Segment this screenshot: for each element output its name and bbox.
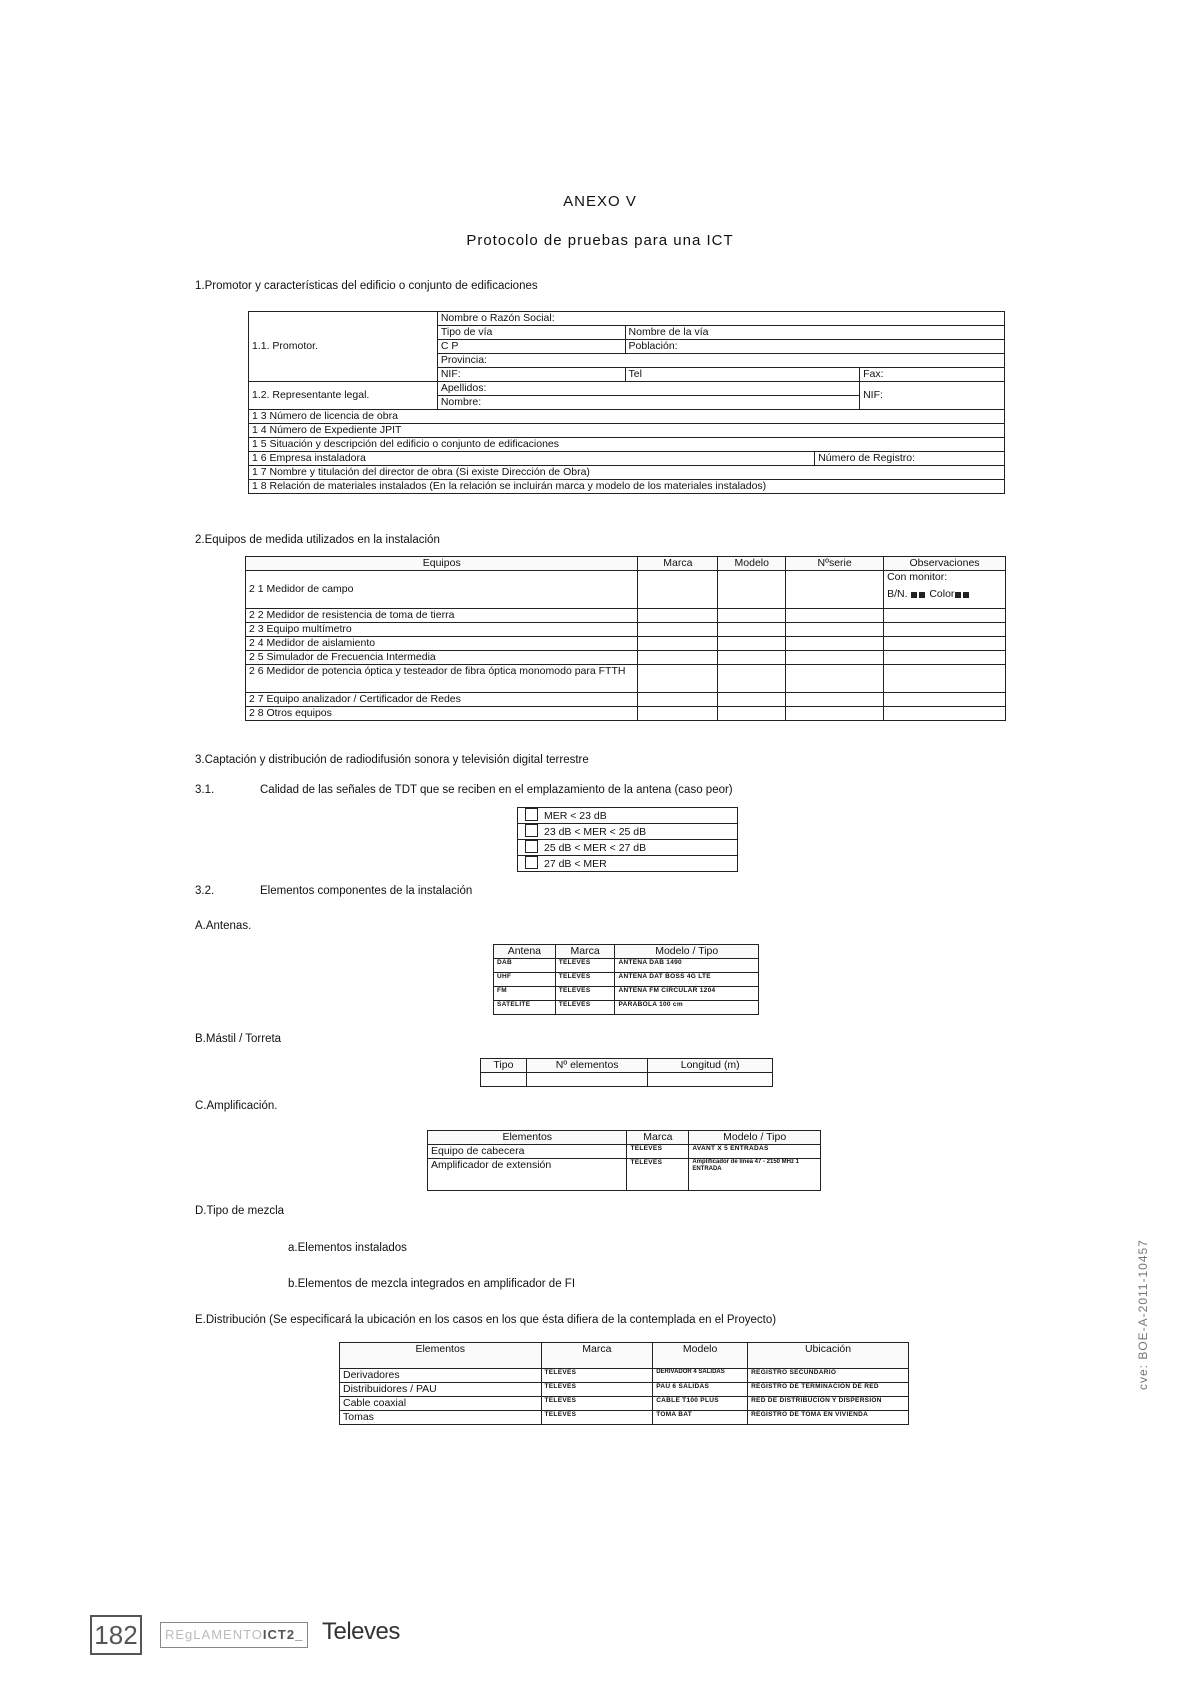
bn-checkbox-2[interactable]: [919, 592, 925, 598]
tel-field: Tel: [625, 368, 860, 382]
section-3-1-number: 3.1.: [195, 784, 215, 796]
antenas-heading: A.Antenas.: [195, 920, 252, 932]
nombre-via-field: Nombre de la vía: [625, 326, 1004, 340]
materiales-row: 1 8 Relación de materiales instalados (En la relación se incluirán marca y modelo de los materiales instalados): [249, 480, 1005, 494]
mer-checkbox[interactable]: [525, 824, 538, 837]
equipo-row: 2 1 Medidor de campo: [246, 571, 638, 609]
expediente-row: 1 4 Número de Expediente JPIT: [249, 424, 1005, 438]
section-2-heading: 2.Equipos de medida utilizados en la instalación: [195, 534, 440, 546]
cp-field: C P: [437, 340, 625, 354]
section-3-2-number: 3.2.: [195, 885, 215, 897]
promotor-table: [248, 311, 1005, 494]
dist-element: Cable coaxial: [340, 1397, 542, 1411]
equipo-row: 2 6 Medidor de potencia óptica y testeador de fibra óptica monomodo para FTTH: [246, 665, 638, 693]
color-label: Color: [929, 588, 955, 600]
mer-option-label: 27 dB < MER: [544, 858, 607, 870]
section-3-1-text: Calidad de las señales de TDT que se reciben en el emplazamiento de la antena (caso peor): [260, 784, 733, 796]
distribucion-table: [339, 1342, 909, 1425]
equipos-table: [245, 556, 1006, 721]
antena-brand: TELEVES: [555, 987, 615, 1001]
dist-location: REGISTRO DE TOMA EN VIVIENDA: [748, 1411, 909, 1425]
mastil-table: [480, 1058, 773, 1087]
licencia-row: 1 3 Número de licencia de obra: [249, 410, 1005, 424]
brand-bold: ICT2_: [262, 1627, 304, 1642]
header-ubicacion: Ubicación: [748, 1343, 909, 1369]
amp-model: Amplificador de línea 47 - 2150 MHz 1 ENTRADA: [689, 1159, 821, 1191]
antena-brand: TELEVES: [555, 1001, 615, 1015]
rep-nif-field: NIF:: [860, 382, 1005, 410]
mezcla-heading: D.Tipo de mezcla: [195, 1205, 285, 1217]
dist-brand: TELEVES: [541, 1369, 653, 1383]
equipo-row: 2 2 Medidor de resistencia de toma de tierra: [246, 609, 638, 623]
dist-element: Distribuidores / PAU: [340, 1383, 542, 1397]
mer-table: [517, 807, 738, 872]
header-elementos: Elementos: [340, 1343, 542, 1369]
provincia-field: Provincia:: [437, 354, 1004, 368]
mer-checkbox[interactable]: [525, 808, 538, 821]
header-elementos: Elementos: [428, 1131, 627, 1145]
section-3-heading: 3.Captación y distribución de radiodifusión sonora y televisión digital terrestre: [195, 754, 589, 766]
dist-model: CABLE T100 PLUS: [653, 1397, 748, 1411]
antena-brand: TELEVES: [555, 959, 615, 973]
antena-model: ANTENA FM CIRCULAR 1204: [615, 987, 759, 1001]
representante-label: 1.2. Representante legal.: [249, 382, 438, 410]
dist-model: DERIVADOR 4 SALIDAS: [653, 1369, 748, 1383]
mastil-heading: B.Mástil / Torreta: [195, 1033, 282, 1045]
amplificacion-table: [427, 1130, 821, 1191]
dist-location: REGISTRO DE TERMINACION DE RED: [748, 1383, 909, 1397]
observaciones-cell: [884, 571, 1006, 609]
nif-field: NIF:: [437, 368, 625, 382]
header-n-elementos: Nº elementos: [526, 1059, 648, 1073]
header-longitud: Longitud (m): [648, 1059, 773, 1073]
mer-option-label: 23 dB < MER < 25 dB: [544, 826, 647, 838]
dist-element: Tomas: [340, 1411, 542, 1425]
mer-checkbox[interactable]: [525, 840, 538, 853]
antenas-table: [493, 944, 759, 1015]
header-antena: Antena: [494, 945, 556, 959]
empresa-row: 1 6 Empresa instaladora: [249, 452, 815, 466]
mezcla-b: b.Elementos de mezcla integrados en amplificador de FI: [288, 1278, 576, 1290]
header-observaciones: Observaciones: [884, 557, 1006, 571]
equipo-row: 2 4 Medidor de aislamiento: [246, 637, 638, 651]
situacion-row: 1 5 Situación y descripción del edificio o conjunto de edificaciones: [249, 438, 1005, 452]
color-checkbox[interactable]: [955, 592, 961, 598]
amplificacion-heading: C.Amplificación.: [195, 1100, 278, 1112]
header-marca: Marca: [541, 1343, 653, 1369]
antena-model: ANTENA DAB 1490: [615, 959, 759, 973]
annex-title: ANEXO V: [563, 193, 637, 210]
dist-model: TOMA BAT: [653, 1411, 748, 1425]
header-marca: Marca: [555, 945, 615, 959]
antena-type: UHF: [494, 973, 556, 987]
header-nserie: Nºserie: [786, 557, 884, 571]
bn-checkbox[interactable]: [911, 592, 917, 598]
mer-checkbox[interactable]: [525, 856, 538, 869]
antena-type: DAB: [494, 959, 556, 973]
amp-element: Amplificador de extensión: [428, 1159, 627, 1191]
tipo-via-field: Tipo de vía: [437, 326, 625, 340]
header-modelo: Modelo / Tipo: [615, 945, 759, 959]
dist-location: REGISTRO SECUNDARIO: [748, 1369, 909, 1383]
color-checkbox-2[interactable]: [963, 592, 969, 598]
antena-type: FM: [494, 987, 556, 1001]
antena-type: SATELITE: [494, 1001, 556, 1015]
mezcla-a: a.Elementos instalados: [288, 1242, 407, 1254]
mer-option-label: 25 dB < MER < 27 dB: [544, 842, 647, 854]
header-modelo: Modelo: [718, 557, 786, 571]
header-tipo: Tipo: [481, 1059, 527, 1073]
promotor-label: 1.1. Promotor.: [249, 312, 438, 382]
document-subtitle: Protocolo de pruebas para una ICT: [466, 232, 734, 249]
mer-option-label: MER < 23 dB: [544, 810, 607, 822]
page-number: 182: [90, 1615, 142, 1655]
antena-model: PARABOLA 100 cm: [615, 1001, 759, 1015]
amp-brand: TELEVES: [627, 1159, 689, 1191]
equipo-row: 2 7 Equipo analizador / Certificador de Redes: [246, 693, 638, 707]
dist-model: PAU 6 SALIDAS: [653, 1383, 748, 1397]
section-1-heading: 1.Promotor y características del edificio o conjunto de edificaciones: [195, 280, 538, 292]
equipo-row: 2 5 Simulador de Frecuencia Intermedia: [246, 651, 638, 665]
antena-model: ANTENA DAT BOSS 4G LTE: [615, 973, 759, 987]
section-3-2-text: Elementos componentes de la instalación: [260, 885, 473, 897]
amp-element: Equipo de cabecera: [428, 1145, 627, 1159]
dist-brand: TELEVES: [541, 1411, 653, 1425]
equipo-row: 2 3 Equipo multímetro: [246, 623, 638, 637]
header-marca: Marca: [638, 557, 718, 571]
header-equipos: Equipos: [246, 557, 638, 571]
nombre-field: Nombre o Razón Social:: [437, 312, 1004, 326]
reglamento-badge: [160, 1622, 308, 1648]
dist-brand: TELEVES: [541, 1383, 653, 1397]
header-modelo: Modelo: [653, 1343, 748, 1369]
televes-logo: Televes: [322, 1618, 400, 1645]
dist-element: Derivadores: [340, 1369, 542, 1383]
fax-field: Fax:: [860, 368, 1005, 382]
brand-prefix: REgLAMENTO: [165, 1627, 263, 1642]
registro-field: Número de Registro:: [815, 452, 1005, 466]
header-modelo: Modelo / Tipo: [689, 1131, 821, 1145]
header-marca: Marca: [627, 1131, 689, 1145]
equipo-row: 2 8 Otros equipos: [246, 707, 638, 721]
bn-label: B/N.: [887, 588, 908, 600]
antena-brand: TELEVES: [555, 973, 615, 987]
apellidos-field: Apellidos:: [437, 382, 859, 396]
amp-brand: TELEVES: [627, 1145, 689, 1159]
distribucion-heading: E.Distribución (Se especificará la ubicación en los casos en los que ésta difiera de la contemplada en el Proyecto): [195, 1314, 777, 1326]
poblacion-field: Población:: [625, 340, 1004, 354]
amp-model: AVANT X 5 ENTRADAS: [689, 1145, 821, 1159]
dist-brand: TELEVES: [541, 1397, 653, 1411]
monitor-label: Con monitor:: [887, 571, 948, 583]
rep-nombre-field: Nombre:: [437, 396, 859, 410]
dist-location: RED DE DISTRIBUCION Y DISPERSION: [748, 1397, 909, 1411]
director-row: 1 7 Nombre y titulación del director de obra (Si existe Dirección de Obra): [249, 466, 1005, 480]
boe-reference: cve: BOE-A-2011-10457: [1136, 1239, 1150, 1390]
